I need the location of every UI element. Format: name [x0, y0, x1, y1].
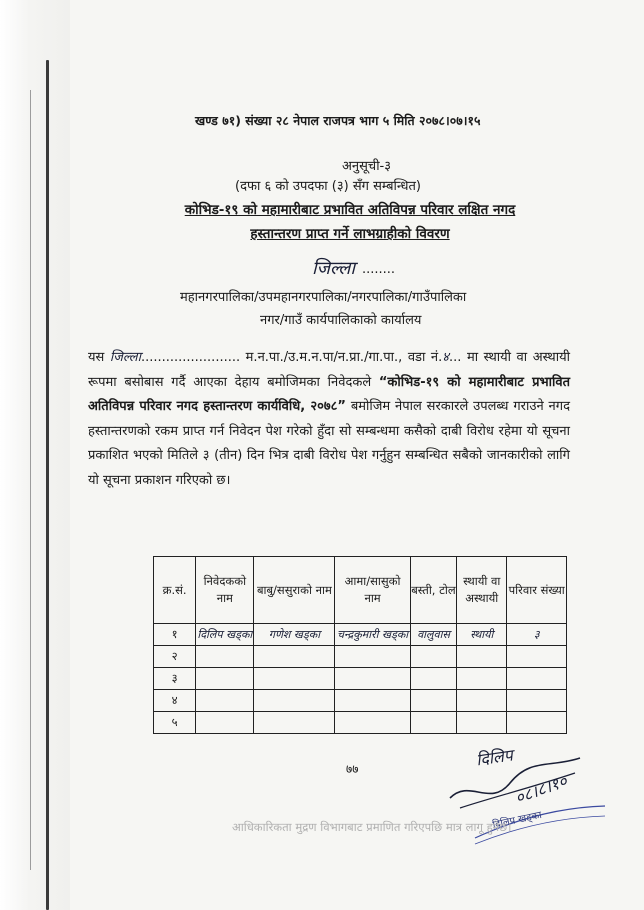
table-row — [154, 668, 567, 690]
stamp-text: दिलिप खड्का — [491, 809, 543, 832]
table-row — [154, 712, 567, 734]
section-reference: (दफा ६ को उपदफा (३) सँग सम्बन्धित) — [235, 179, 421, 194]
notice-prefix: यस — [88, 350, 110, 365]
cell-father-name — [254, 668, 335, 690]
cell-settlement — [410, 690, 456, 712]
cell-family-size — [507, 690, 567, 712]
header-father-name: बाबु/ससुराको नाम — [254, 557, 335, 624]
cell-family-size — [507, 712, 567, 734]
cell-father-name — [254, 712, 335, 734]
title-line-2: हस्तान्तरण प्राप्त गर्ने लाभग्राहीको विवरण — [250, 226, 450, 242]
cell-applicant-name — [196, 646, 254, 668]
cell-mother-name — [335, 712, 410, 734]
signature-name: दिलिप — [474, 745, 514, 770]
cell-mother-name — [335, 668, 410, 690]
cell-father-name — [254, 646, 335, 668]
notice-ward-number: ४ — [442, 350, 450, 365]
cell-applicant-name: दिलिप खड्का — [196, 624, 254, 646]
district-handwritten: जिल्ला — [312, 258, 356, 279]
cell-family-size — [507, 668, 567, 690]
cell-mother-name: चन्द्रकुमारी खड्का — [335, 624, 410, 646]
cell-residency — [457, 690, 507, 712]
cell-residency — [457, 668, 507, 690]
cell-settlement — [410, 668, 456, 690]
cell-father-name: गणेश खड्का — [254, 624, 335, 646]
cell-father-name — [254, 690, 335, 712]
table-row — [154, 646, 567, 668]
cell-applicant-name — [196, 690, 254, 712]
table-row — [154, 624, 567, 646]
cell-residency: स्थायी — [457, 624, 507, 646]
header-settlement: बस्ती, टोल — [410, 557, 456, 624]
cell-serial: ३ — [154, 668, 196, 690]
beneficiary-table — [153, 556, 567, 734]
notice-types: म.न.पा./उ.म.न.पा/न.प्रा./गा.पा., — [240, 350, 403, 365]
notice-body-2: बमोजिम नेपाल सरकारले उपलब्ध गराउने नगद हस्तान्तरणको रकम प्राप्त गर्न निवेदन पेश गरेको हुँदा सो सम्बन्धमा कसैको दाबी विरोध रहेमा यो सूचना प्रकाशित भएको मितिले ३ (तीन) दिन भित्र दाबी विरोध पेश गर्नुहुन सम्बन्धित सबैको जानकारीको लागि यो सूचना प्रकाशन गरिएको छ। — [88, 399, 570, 488]
page-number: ७७ — [346, 762, 359, 776]
notice-procedure-name: “कोभिड-१९ को महामारीबाट प्रभावित अतिविपन्न परिवार नगद हस्तान्तरण कार्यविधि, २०७८” — [88, 374, 570, 414]
cell-residency — [457, 712, 507, 734]
footer-faded-note: आधिकारिकता मुद्रण विभागबाट प्रमाणित गरिएपछि मात्र लागू हुनेछ। — [232, 820, 512, 834]
cell-applicant-name — [196, 668, 254, 690]
header-mother-name: आमा/सासुको नाम — [335, 557, 410, 624]
cell-settlement: वालुवास — [410, 624, 456, 646]
signature-date: ०८।८।१० — [512, 771, 570, 808]
cell-settlement — [410, 712, 456, 734]
annex-label: अनुसूची-३ — [342, 159, 392, 174]
district-dots: ........ — [362, 262, 396, 277]
cell-settlement — [410, 646, 456, 668]
gazette-header: खण्ड ७१) संख्या २८ नेपाल राजपत्र भाग ५ मिति २०७८।०७।१५ — [195, 113, 481, 128]
table-row — [154, 690, 567, 712]
header-family-size: परिवार संख्या — [507, 557, 567, 624]
cell-applicant-name — [196, 712, 254, 734]
cell-serial: ५ — [154, 712, 196, 734]
header-residency: स्थायी वा अस्थायी — [457, 557, 507, 624]
notice-ward-prefix: वडा नं. — [407, 350, 443, 365]
cell-mother-name — [335, 646, 410, 668]
cell-serial: ४ — [154, 690, 196, 712]
document-title — [170, 198, 530, 246]
cell-serial: २ — [154, 646, 196, 668]
notice-district-handwritten: जिल्ला — [109, 350, 141, 365]
notice-paragraph — [88, 346, 570, 493]
notice-body-1: ... मा स्थायी वा अस्थायी रूपमा बसोबास गर्दै आएका देहाय बमोजिमका निवेदकले — [88, 350, 570, 390]
office-line-2: नगर/गाउँ कार्यपालिकाको कार्यालय — [260, 313, 422, 328]
title-line-1: कोभिड-१९ को महामारीबाट प्रभावित अतिविपन्न परिवार लक्षित नगद — [184, 202, 516, 218]
cell-family-size: ३ — [507, 624, 567, 646]
notice-dots: ........................ — [140, 350, 241, 365]
office-line-1: महानगरपालिका/उपमहानगरपालिका/नगरपालिका/गाउँपालिका — [180, 290, 467, 305]
header-applicant-name: निवेदकको नाम — [196, 557, 254, 624]
header-serial: क्र.सं. — [154, 557, 196, 624]
cell-serial: १ — [154, 624, 196, 646]
cell-residency — [457, 646, 507, 668]
table-header-row — [154, 557, 567, 624]
cell-family-size — [507, 646, 567, 668]
cell-mother-name — [335, 690, 410, 712]
